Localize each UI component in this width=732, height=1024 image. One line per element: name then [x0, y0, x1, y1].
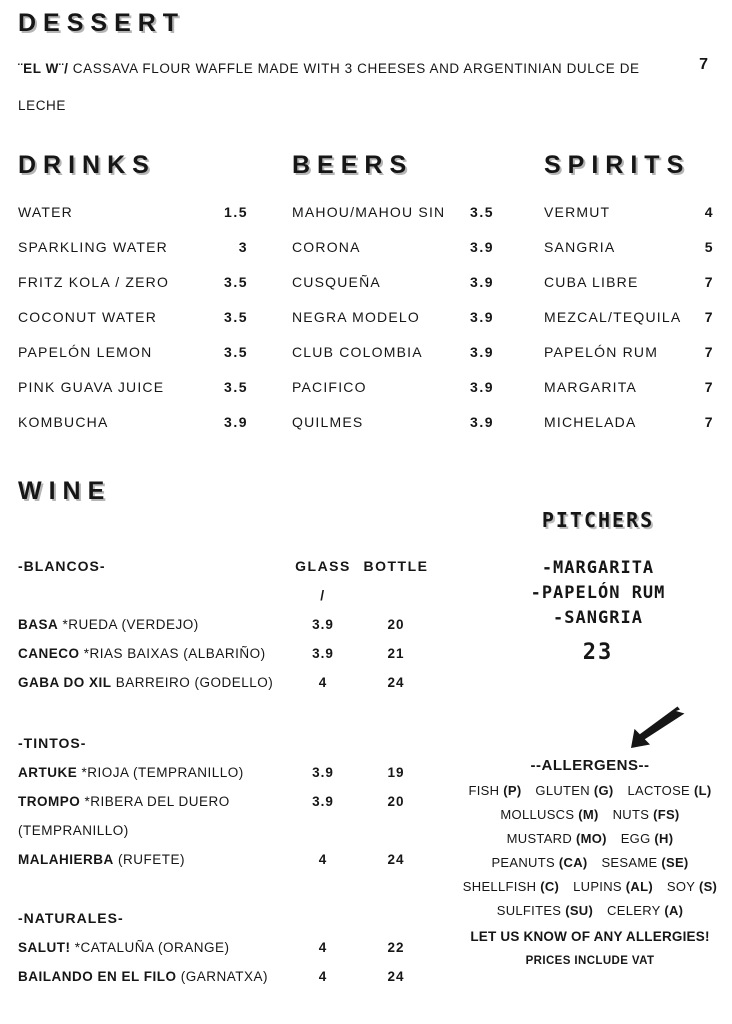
wine-item: [18, 962, 436, 991]
item-name: CLUB COLOMBIA: [292, 344, 423, 360]
beers-section: [292, 150, 494, 449]
allergy-notice: LET US KNOW OF ANY ALLERGIES!: [470, 929, 710, 944]
wine-name: TROMPO: [18, 794, 81, 809]
list-item: [18, 414, 248, 449]
list-item: [292, 204, 494, 239]
item-price: 3.9: [470, 414, 494, 430]
allergen-code: (L): [693, 783, 712, 798]
wine-item-continuation: [18, 816, 436, 845]
list-item: [292, 414, 494, 449]
item-price: 3.5: [224, 344, 248, 360]
list-item: [18, 204, 248, 239]
wine-detail: *RIBERA DEL DUERO: [80, 794, 230, 809]
allergen-name: LUPINS: [573, 879, 622, 894]
item-name: KOMBUCHA: [18, 414, 109, 430]
item-name: CORONA: [292, 239, 361, 255]
list-item: [18, 309, 248, 344]
glass-column-header: GLASS /: [295, 558, 351, 603]
item-price: 1.5: [224, 204, 248, 220]
beers-list: [292, 204, 494, 449]
item-name: FRITZ KOLA / ZERO: [18, 274, 170, 290]
allergen-code: (SU): [565, 903, 594, 918]
wine-name: BASA: [18, 617, 59, 632]
pitchers-price: 23: [582, 640, 614, 665]
item-price: 7: [704, 414, 714, 430]
item-name: MEZCAL/TEQUILA: [544, 309, 682, 325]
allergen-name: SHELLFISH: [462, 879, 537, 894]
item-price: 7: [704, 274, 714, 290]
wine-name: GABA DO XIL: [18, 675, 112, 690]
list-item: [18, 274, 248, 309]
item-name: PACIFICO: [292, 379, 367, 395]
glass-price: 3.9: [312, 794, 334, 809]
allergen-code: (FS): [653, 807, 680, 822]
allergen-name: EGG: [620, 831, 651, 846]
wine-detail: *RIOJA (TEMPRANILLO): [77, 765, 244, 780]
allergens-heading: --ALLERGENS--: [530, 757, 650, 774]
wine-name: BAILANDO EN EL FILO: [18, 969, 177, 984]
allergen-code: (CA): [558, 855, 588, 870]
item-name: SPARKLING WATER: [18, 239, 168, 255]
bottle-price: 24: [387, 675, 405, 690]
list-item: [292, 239, 494, 274]
wine-detail: *RUEDA (VERDEJO): [58, 617, 199, 632]
item-name: MICHELADA: [544, 414, 637, 430]
allergen-name: SOY: [666, 879, 696, 894]
item-price: 7: [704, 309, 714, 325]
allergen-code: (SE): [661, 855, 689, 870]
allergen-code: (S): [698, 879, 718, 894]
wine-name: SALUT!: [18, 940, 71, 955]
allergen-code: (M): [578, 807, 599, 822]
pitcher-item: -MARGARITA: [541, 558, 655, 578]
list-item: [544, 274, 714, 309]
allergen-line: [448, 899, 732, 923]
allergen-name: MUSTARD: [506, 831, 573, 846]
allergen-line: [448, 779, 732, 803]
item-price: 7: [704, 344, 714, 360]
item-price: 3.5: [224, 309, 248, 325]
allergen-name: MOLLUSCS: [500, 807, 575, 822]
list-item: [292, 274, 494, 309]
bottle-column-header: BOTTLE: [363, 558, 429, 574]
bottle-price: 21: [387, 646, 405, 661]
drinks-list: [18, 204, 248, 449]
allergen-line: [448, 827, 732, 851]
tintos-header: [18, 729, 436, 758]
allergen-code: (MO): [575, 831, 607, 846]
allergen-name: GLUTEN: [535, 783, 590, 798]
item-name: VERMUT: [544, 204, 611, 220]
allergen-code: (A): [664, 903, 684, 918]
dessert-item-name: ¨EL W¨/: [18, 61, 69, 76]
pitcher-item: -PAPELÓN RUM: [530, 583, 666, 603]
pitchers-heading: PITCHERS: [541, 508, 655, 532]
list-item: [18, 239, 248, 274]
wine-name: CANECO: [18, 646, 80, 661]
spirits-section: [544, 150, 714, 449]
allergen-line: [448, 803, 732, 827]
wine-detail: *RIAS BAIXAS (ALBARIÑO): [79, 646, 266, 661]
allergens-section: [448, 757, 732, 967]
dessert-item: [18, 50, 666, 124]
item-price: 3.5: [224, 379, 248, 395]
item-name: CUBA LIBRE: [544, 274, 639, 290]
list-item: [18, 379, 248, 414]
item-price: 7: [704, 379, 714, 395]
item-price: 3: [238, 239, 248, 255]
allergen-name: SESAME: [601, 855, 658, 870]
wine-item: [18, 933, 436, 962]
item-name: NEGRA MODELO: [292, 309, 420, 325]
dessert-item-price: 7: [699, 56, 708, 73]
list-item: [544, 309, 714, 344]
allergen-name: CELERY: [607, 903, 661, 918]
list-item: [292, 344, 494, 379]
naturales-label: -NATURALES-: [18, 910, 124, 926]
wine-item: [18, 639, 436, 668]
bottle-price: 19: [387, 765, 405, 780]
wine-item: [18, 610, 436, 639]
beers-heading: BEERS: [292, 151, 414, 179]
list-item: [292, 379, 494, 414]
list-item: [544, 204, 714, 239]
allergen-code: (G): [593, 783, 614, 798]
bottle-price: 24: [387, 969, 405, 984]
dessert-heading: DESSERT: [18, 9, 186, 37]
wine-heading: WINE: [18, 477, 112, 505]
list-item: [18, 344, 248, 379]
item-name: COCONUT WATER: [18, 309, 158, 325]
item-price: 3.9: [470, 309, 494, 325]
glass-price: 4: [318, 675, 328, 690]
dessert-section: [18, 8, 714, 124]
wine-item: [18, 758, 436, 787]
bottle-price: 24: [387, 852, 405, 867]
spirits-heading: SPIRITS: [544, 151, 691, 179]
item-name: PAPELÓN LEMON: [18, 344, 153, 360]
bottle-price: 20: [387, 794, 405, 809]
wine-detail: (GARNATXA): [176, 969, 269, 984]
allergen-code: (H): [654, 831, 674, 846]
pitchers-section: [462, 508, 732, 665]
list-item: [544, 379, 714, 414]
glass-price: 3.9: [312, 617, 334, 632]
bottle-price: 20: [387, 617, 405, 632]
spirits-list: [544, 204, 714, 449]
item-price: 5: [704, 239, 714, 255]
list-item: [544, 239, 714, 274]
item-price: 3.9: [470, 274, 494, 290]
blancos-label: -BLANCOS-: [18, 558, 106, 574]
wine-item: [18, 845, 436, 874]
allergen-line: [448, 851, 732, 875]
item-name: SANGRIA: [544, 239, 616, 255]
drinks-heading: DRINKS: [18, 151, 156, 179]
item-name: PINK GUAVA JUICE: [18, 379, 165, 395]
wine-detail: (RUFETE): [113, 852, 185, 867]
drinks-section: [18, 150, 248, 449]
list-item: [544, 414, 714, 449]
item-name: CUSQUEÑA: [292, 274, 381, 290]
item-name: MARGARITA: [544, 379, 637, 395]
allergen-name: SULFITES: [496, 903, 562, 918]
wine-item: [18, 787, 436, 816]
allergen-line: [448, 875, 732, 899]
list-item: [544, 344, 714, 379]
item-price: 4: [704, 204, 714, 220]
item-price: 3.5: [470, 204, 494, 220]
vat-notice: PRICES INCLUDE VAT: [525, 955, 655, 967]
wine-column-header: [18, 552, 436, 610]
glass-price: 3.9: [312, 765, 334, 780]
item-price: 3.5: [224, 274, 248, 290]
allergen-name: FISH: [468, 783, 500, 798]
list-item: [292, 309, 494, 344]
wine-detail: BARREIRO (GODELLO): [111, 675, 274, 690]
item-price: 3.9: [224, 414, 248, 430]
sketch-arrow-down-left-icon: [627, 704, 689, 754]
allergen-code: (C): [540, 879, 560, 894]
wine-item: [18, 668, 436, 697]
item-name: MAHOU/MAHOU SIN: [292, 204, 446, 220]
wine-name: MALAHIERBA: [18, 852, 114, 867]
pitchers-list: [462, 556, 732, 631]
item-name: PAPELÓN RUM: [544, 344, 659, 360]
pitcher-item: -SANGRIA: [553, 608, 643, 628]
item-price: 3.9: [470, 239, 494, 255]
allergen-name: PEANUTS: [491, 855, 555, 870]
glass-price: 3.9: [312, 646, 334, 661]
allergen-code: (AL): [625, 879, 653, 894]
bottle-price: 22: [387, 940, 405, 955]
allergen-name: NUTS: [612, 807, 650, 822]
glass-price: 4: [318, 940, 328, 955]
glass-price: 4: [318, 969, 328, 984]
wine-section: [18, 552, 436, 991]
tintos-label: -TINTOS-: [18, 735, 87, 751]
wine-name: ARTUKE: [18, 765, 78, 780]
glass-price: 4: [318, 852, 328, 867]
wine-detail-line2: (TEMPRANILLO): [18, 823, 129, 838]
item-name: QUILMES: [292, 414, 364, 430]
item-price: 3.9: [470, 379, 494, 395]
naturales-header: [18, 904, 436, 933]
allergen-code: (P): [503, 783, 522, 798]
dessert-item-description: CASSAVA FLOUR WAFFLE MADE WITH 3 CHEESES AND ARGENTINIAN DULCE DE LECHE: [18, 61, 640, 113]
wine-detail: *CATALUÑA (ORANGE): [70, 940, 230, 955]
item-name: WATER: [18, 204, 73, 220]
item-price: 3.9: [470, 344, 494, 360]
allergen-name: LACTOSE: [627, 783, 691, 798]
